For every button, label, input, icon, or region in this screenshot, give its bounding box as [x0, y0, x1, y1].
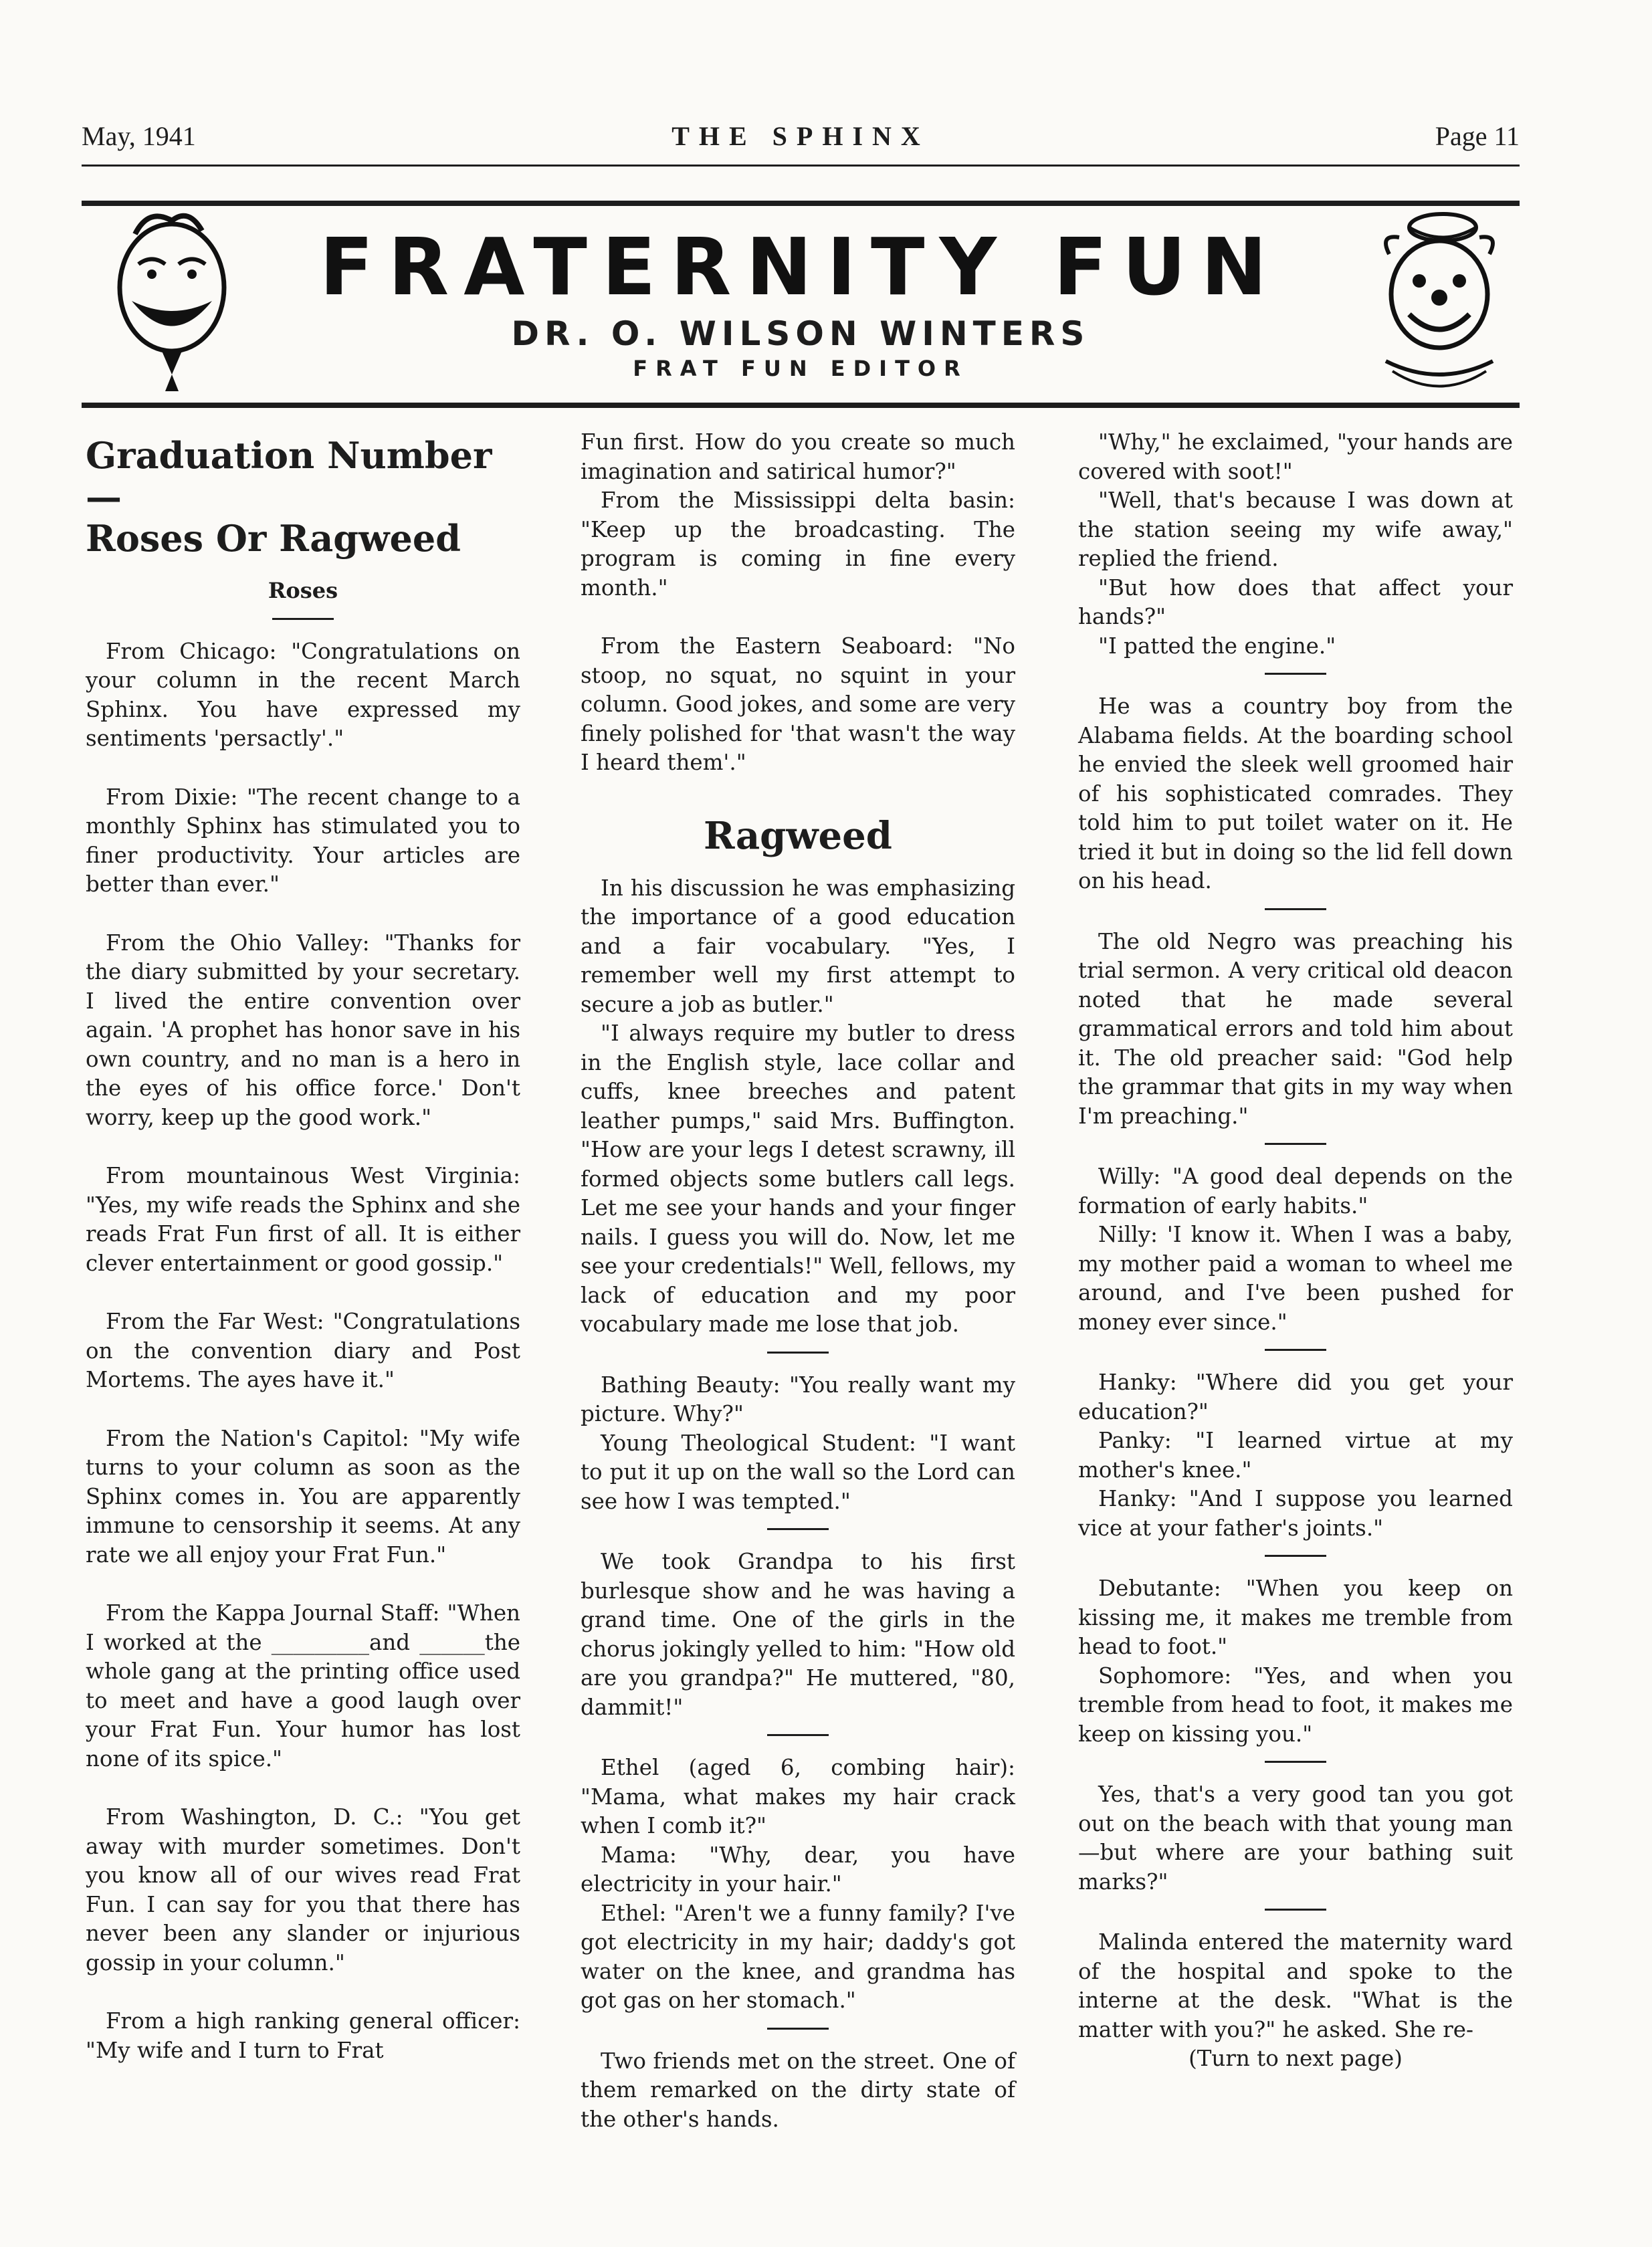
column-3 — [1078, 428, 1513, 2140]
joke-malinda: Malinda entered the maternity ward of the hospital and spoke to the interne at the desk. "What is the matter with you?" he asked. She re- — [1078, 1929, 1513, 2042]
joke-divider — [767, 1352, 829, 1354]
letter-ohio-valley: From the Ohio Valley: "Thanks for the diary submitted by your secretary. I lived the entire convention over again. 'A prophet has honor save in his own country, and no man is a hero in the eyes of his office force.' Don't worry, keep up the good work." — [86, 930, 520, 1130]
header-rule — [82, 165, 1520, 167]
clown-face-illustration — [1372, 207, 1500, 395]
letter-eastern-seaboard: From the Eastern Seaboard: "No stoop, no squat, no squint in your column. Good jokes, and some are very finely polished for 'that wasn't the way I heard them'." — [581, 633, 1015, 775]
joke-divider — [1265, 1555, 1326, 1557]
ragweed-heading: Ragweed — [704, 813, 892, 858]
letter-general-officer-cont: Fun first. How do you create so much imagination and satirical humor?" — [581, 429, 1015, 484]
banner-top-rule — [82, 201, 1520, 206]
joke-willy: Willy: "A good deal depends on the formation of early habits." — [1078, 1164, 1513, 1218]
column-1 — [86, 428, 520, 2140]
joke-divider — [1265, 673, 1326, 675]
letter-general-officer: From a high ranking general officer: "My wife and I turn to Frat — [86, 2008, 520, 2063]
joke-divider — [1265, 1143, 1326, 1145]
joke-divider — [767, 2028, 829, 2030]
joke-mama: Mama: "Why, dear, you have electricity in your hair." — [581, 1842, 1015, 1897]
joke-butler-intro: In his discussion he was emphasizing the importance of a good education and a fair vocabulary. "Yes, I remember well my first attempt to secure a job as butler." — [581, 875, 1015, 1017]
joke-station: "Well, that's because I was down at the station seeing my wife away," replied the friend. — [1078, 488, 1513, 571]
letter-mississippi: From the Mississippi delta basin: "Keep up the broadcasting. The program is coming in fine every month." — [581, 488, 1015, 601]
letter-washington: From Washington, D. C.: "You get away with murder sometimes. Don't you know all of our wives read Frat Fun. I can say for you that there has never been any slander or injurious gossip in your column." — [86, 1804, 520, 1975]
editor-name: DR. O. WILSON WINTERS — [511, 314, 1090, 353]
joke-theological-student: Young Theological Student: "I want to put it up on the wall so the Lord can see how I was tempted." — [581, 1430, 1015, 1514]
joke-trial-sermon: The old Negro was preaching his trial sermon. A very critical old deacon noted that he made several grammatical errors and told him about it. The old preacher said: "God help the grammar that gits in my way when I'm preaching." — [1078, 928, 1513, 1129]
joke-divider — [767, 1734, 829, 1736]
column-banner — [82, 207, 1520, 401]
publication-title: THE SPHINX — [672, 121, 930, 151]
banner-bottom-rule — [82, 403, 1520, 408]
issue-date: May, 1941 — [82, 121, 196, 151]
joke-divider — [1265, 1761, 1326, 1763]
section-divider — [272, 618, 334, 620]
continued-notice: (Turn to next page) — [1189, 2046, 1403, 2071]
joke-two-friends: Two friends met on the street. One of them remarked on the dirty state of the other's hands. — [581, 2048, 1015, 2132]
joke-grandpa: We took Grandpa to his first burlesque show and he was having a grand time. One of the girls in the chorus jokingly yelled to him: "How old are you grandpa?" He muttered, "80, dammit!" — [581, 1549, 1015, 1720]
letter-west-virginia: From mountainous West Virginia: "Yes, my wife reads the Sphinx and she reads Frat Fun first of all. It is either clever entertainment or good gossip." — [86, 1163, 520, 1276]
running-head — [82, 120, 1520, 163]
letter-far-west: From the Far West: "Congratulations on the convention diary and Post Mortems. The ayes have it." — [86, 1309, 520, 1392]
joke-hanky-reply: Hanky: "And I suppose you learned vice at your father's joints." — [1078, 1486, 1513, 1541]
banner-title: FRATERNITY FUN — [319, 221, 1282, 313]
joke-butler: "I always require my butler to dress in the English style, lace collar and cuffs, knee breeches and patent leather pumps," said Mrs. Buffington. "How are your legs I detest scrawny, ill formed objects some butlers call legs. Let me see your hands and your finger nails. I guess you will do. Now, let me see your credentials!" Well, fellows, my lack of education and my poor vocabulary made me lose that job. — [581, 1021, 1015, 1337]
editor-role: FRAT FUN EDITOR — [633, 356, 968, 381]
joke-divider — [1265, 1349, 1326, 1351]
column-2 — [581, 428, 1015, 2140]
joke-sophomore: Sophomore: "Yes, and when you tremble from head to foot, it makes me keep on kissing you." — [1078, 1663, 1513, 1747]
joke-debutante: Debutante: "When you keep on kissing me, it makes me tremble from head to foot." — [1078, 1576, 1513, 1659]
joke-soot: "Why," he exclaimed, "your hands are covered with soot!" — [1078, 429, 1513, 484]
joke-ethel: Ethel (aged 6, combing hair): "Mama, what makes my hair crack when I comb it?" — [581, 1755, 1015, 1838]
joke-panky: Panky: "I learned virtue at my mother's knee." — [1078, 1428, 1513, 1483]
joke-tan: Yes, that's a very good tan you got out on the beach with that young man —but where are your bathing suit marks?" — [1078, 1782, 1513, 1895]
joke-ethel-reply: Ethel: "Aren't we a funny family? I've got electricity in my hair; daddy's got water on the knee, and grandma has got gas on her stomach." — [581, 1900, 1015, 2013]
joke-divider — [1265, 908, 1326, 910]
joke-divider — [1265, 1909, 1326, 1911]
heading-line-2: Roses Or Ragweed — [86, 517, 461, 560]
roses-subheading: Roses — [268, 578, 338, 603]
graduation-heading — [86, 435, 520, 559]
letter-capitol: From the Nation's Capitol: "My wife turns to your column as soon as the Sphinx comes in. You are apparently immune to censorship it seems. At any rate we all enjoy your Frat Fun." — [86, 1425, 520, 1568]
heading-line-1: Graduation Number— — [86, 434, 492, 518]
letter-dixie: From Dixie: "The recent change to a monthly Sphinx has stimulated you to finer productivity. Your articles are better than ever." — [86, 784, 520, 897]
joke-hanky: Hanky: "Where did you get your education?" — [1078, 1370, 1513, 1424]
page-number: Page 11 — [1435, 121, 1520, 151]
joke-divider — [767, 1528, 829, 1530]
letter-chicago: From Chicago: "Congratulations on your column in the recent March Sphinx. You have expressed my sentiments 'persactly'." — [86, 638, 520, 751]
joke-bathing-beauty: Bathing Beauty: "You really want my picture. Why?" — [581, 1372, 1015, 1426]
letter-kappa-journal: From the Kappa Journal Staff: "When I worked at the _________and ______the whole gang at the printing office used to meet and have a good laugh over your Frat Fun. Your humor has lost none of its spice." — [86, 1600, 520, 1772]
joke-country-boy: He was a country boy from the Alabama fields. At the boarding school he envied the sleek well groomed hair of his sophisticated comrades. They told him to put toilet water on it. He tried it but in doing so the lid fell down on his head. — [1078, 693, 1513, 893]
joke-affect-hands: "But how does that affect your hands?" — [1078, 574, 1513, 629]
joke-engine: "I patted the engine." — [1098, 633, 1336, 659]
joke-nilly: Nilly: 'I know it. When I was a baby, my mother paid a woman to wheel me around, and I've been pushed for money ever since." — [1078, 1222, 1513, 1335]
